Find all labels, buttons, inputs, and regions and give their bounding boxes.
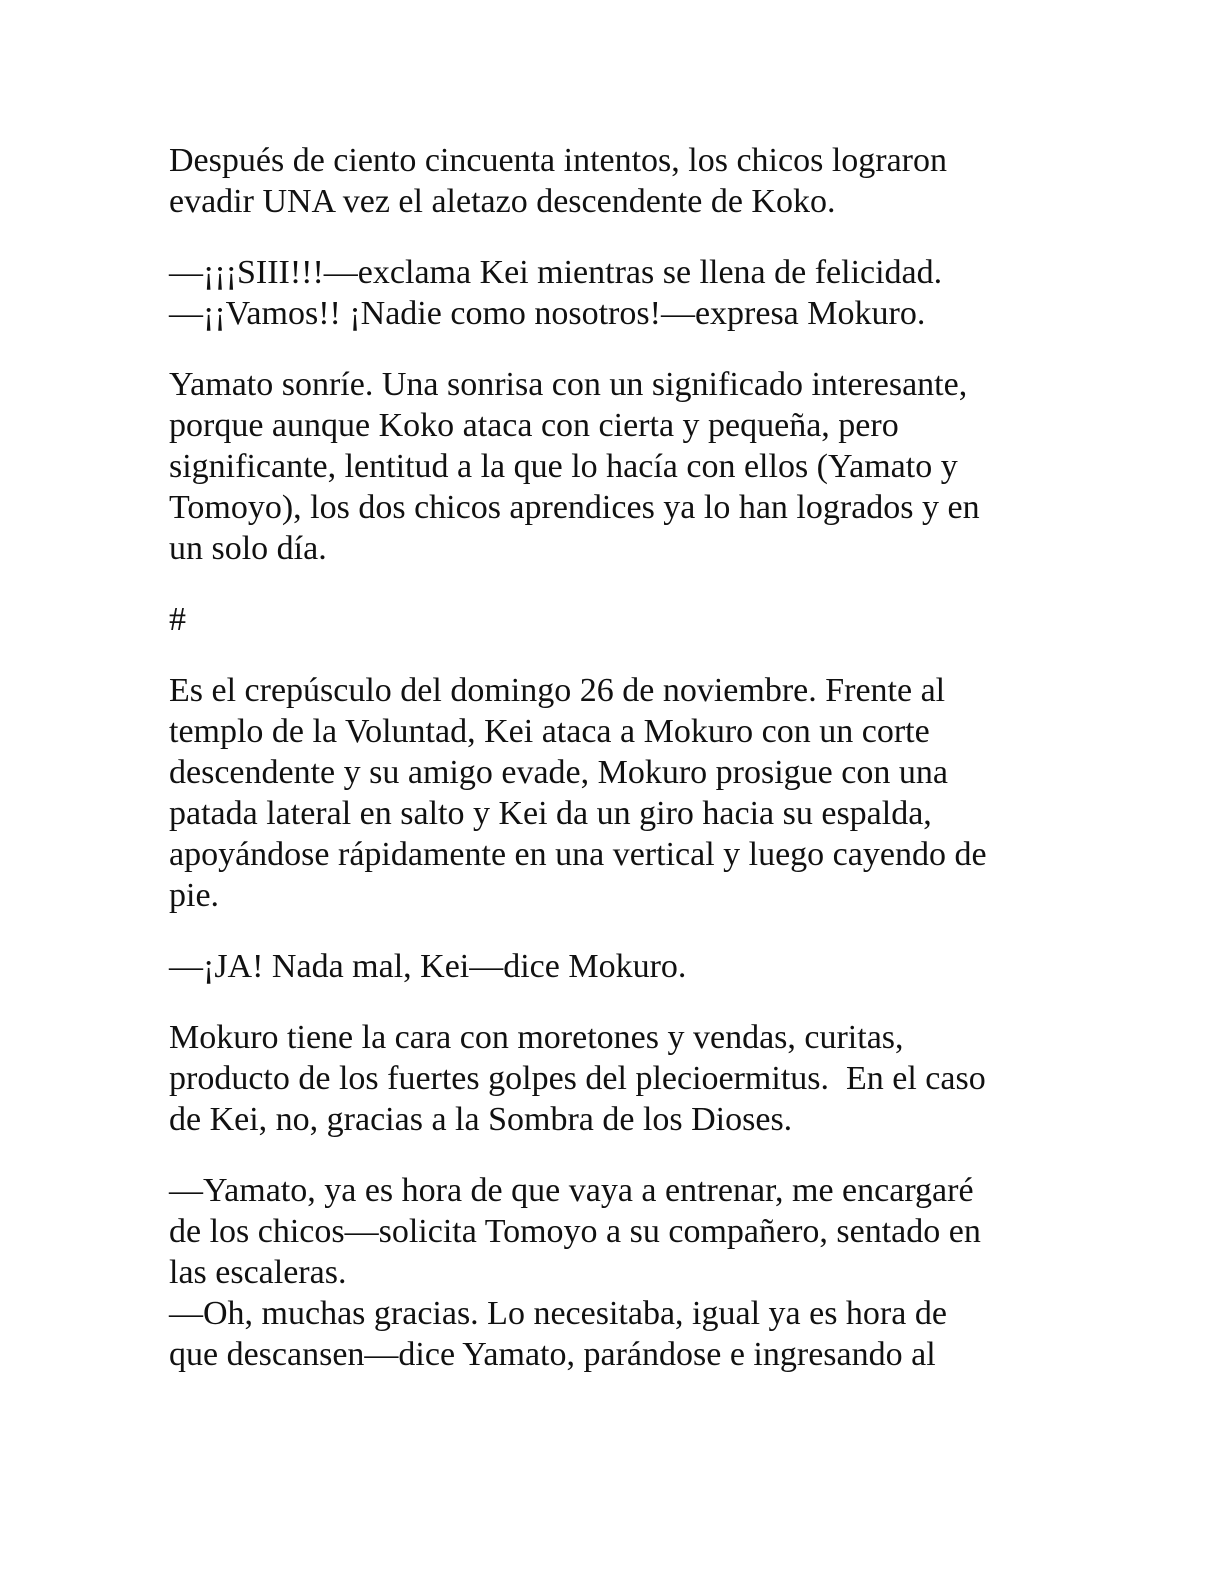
- text-line: pie.: [169, 877, 220, 914]
- text-line: las escaleras.: [169, 1254, 347, 1291]
- text-line: Después de ciento cincuenta intentos, los chicos lograron: [169, 142, 947, 179]
- text-line: —¡¡Vamos!! ¡Nadie como nosotros!—expresa Mokuro.: [169, 295, 926, 332]
- text-line: —¡¡¡SIII!!!—exclama Kei mientras se llena de felicidad.: [169, 254, 943, 291]
- paragraph-6: [169, 946, 1069, 987]
- text-line: —Oh, muchas gracias. Lo necesitaba, igual ya es hora de: [169, 1295, 947, 1332]
- text-line: porque aunque Koko ataca con cierta y pequeña, pero: [169, 407, 899, 444]
- text-line: un solo día.: [169, 530, 327, 567]
- paragraph-1: [169, 140, 1069, 222]
- paragraph-7: [169, 1017, 1069, 1140]
- document-page: [169, 140, 1069, 1405]
- scene-break-mark: #: [169, 601, 186, 638]
- text-line: —Yamato, ya es hora de que vaya a entrenar, me encargaré: [169, 1172, 974, 1209]
- text-line: templo de la Voluntad, Kei ataca a Mokuro con un corte: [169, 713, 930, 750]
- text-line: de los chicos—solicita Tomoyo a su compañero, sentado en: [169, 1213, 981, 1250]
- text-line: —¡JA! Nada mal, Kei—dice Mokuro.: [169, 948, 687, 985]
- paragraph-2: [169, 252, 1069, 334]
- text-line: apoyándose rápidamente en una vertical y luego cayendo de: [169, 836, 987, 873]
- text-line: Mokuro tiene la cara con moretones y vendas, curitas,: [169, 1019, 904, 1056]
- paragraph-5: [169, 670, 1069, 916]
- text-line: Es el crepúsculo del domingo 26 de noviembre. Frente al: [169, 672, 946, 709]
- text-line: descendente y su amigo evade, Mokuro prosigue con una: [169, 754, 948, 791]
- paragraph-3: [169, 364, 1069, 569]
- text-line: Tomoyo), los dos chicos aprendices ya lo han logrados y en: [169, 489, 980, 526]
- scene-break: [169, 599, 1069, 640]
- text-line: significante, lentitud a la que lo hacía con ellos (Yamato y: [169, 448, 958, 485]
- text-line: Yamato sonríe. Una sonrisa con un significado interesante,: [169, 366, 968, 403]
- text-line: patada lateral en salto y Kei da un giro hacia su espalda,: [169, 795, 932, 832]
- text-line: producto de los fuertes golpes del plecioermitus. En el caso: [169, 1060, 986, 1097]
- text-line: evadir UNA vez el aletazo descendente de Koko.: [169, 183, 836, 220]
- text-line: de Kei, no, gracias a la Sombra de los Dioses.: [169, 1101, 793, 1138]
- paragraph-8: [169, 1170, 1069, 1375]
- text-line: que descansen—dice Yamato, parándose e ingresando al: [169, 1336, 936, 1373]
